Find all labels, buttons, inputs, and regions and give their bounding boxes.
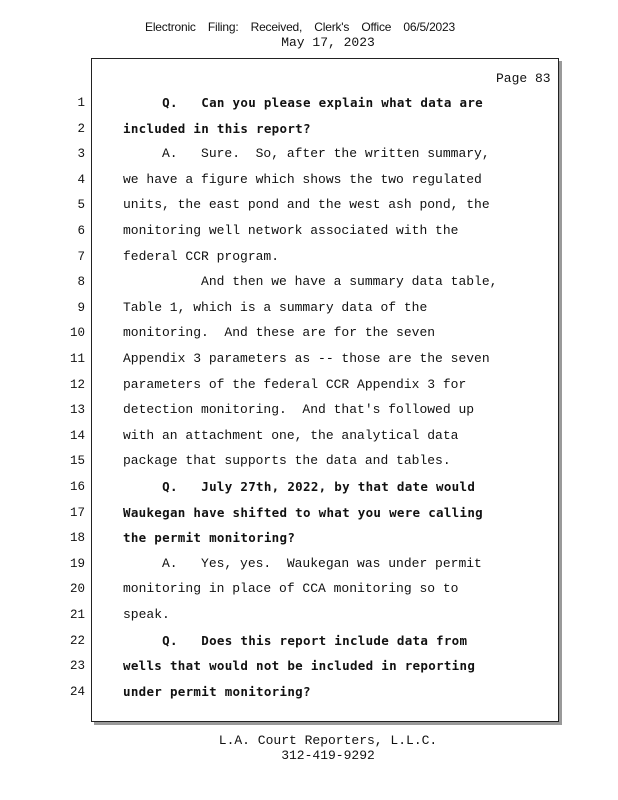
line-number: 6: [77, 224, 85, 238]
filing-stamp: Electronic Filing: Received, Clerk's Office 06/5/2023: [145, 20, 455, 34]
transcript-line: Q. July 27th, 2022, by that date would: [123, 479, 476, 494]
line-number: 13: [69, 403, 85, 418]
line-number: 20: [69, 582, 85, 597]
transcript-line: Q. Does this report include data from: [123, 632, 468, 648]
line-number: 14: [69, 428, 85, 443]
transcript-line: Table 1, which is a summary data of the: [123, 299, 428, 315]
line-number: 2: [77, 121, 85, 136]
line-number: 5: [77, 198, 85, 213]
reporter-phone: 312-419-9292: [281, 748, 375, 763]
transcript-date: May 17, 2023: [281, 35, 375, 50]
transcript-line: monitoring in place of CCA monitoring so to: [123, 581, 459, 597]
line-number: 1: [77, 96, 85, 110]
line-number: 22: [69, 633, 85, 648]
page-number: Page 83: [496, 71, 551, 86]
line-number: 16: [69, 480, 85, 494]
transcript-line: we have a figure which shows the two regulated: [123, 171, 482, 187]
line-number: 12: [69, 377, 85, 392]
transcript-line: package that supports the data and tables.: [123, 453, 451, 469]
transcript-line: monitoring. And these are for the seven: [123, 325, 436, 341]
transcript-line: Waukegan have shifted to what you were calling: [123, 504, 483, 520]
line-number: 10: [69, 326, 85, 341]
transcript-line: speak.: [123, 607, 170, 622]
transcript-line: included in this report?: [123, 120, 311, 136]
transcript-line: And then we have a summary data table,: [123, 274, 498, 290]
footer: [0, 733, 618, 763]
transcript-line: parameters of the federal CCR Appendix 3 for: [123, 376, 467, 392]
transcript-line: the permit monitoring?: [123, 530, 296, 546]
line-number: 24: [69, 684, 85, 699]
transcript-line: Q. Can you please explain what data are: [123, 95, 483, 110]
line-number: 4: [77, 172, 85, 187]
line-number: 8: [77, 275, 85, 290]
reporter-company: L.A. Court Reporters, L.L.C.: [218, 733, 438, 748]
transcript-line: wells that would not be included in reporting: [123, 658, 476, 674]
transcript-line: units, the east pond and the west ash pond, the: [123, 197, 490, 213]
line-number: 11: [69, 352, 85, 366]
transcript-line: detection monitoring. And that's followed up: [123, 402, 475, 418]
line-number: 23: [69, 659, 85, 674]
transcript-line: federal CCR program.: [123, 248, 280, 264]
transcript-line: A. Yes, yes. Waukegan was under permit: [123, 555, 482, 571]
transcript-line: with an attachment one, the analytical data: [123, 427, 459, 443]
transcript-line: under permit monitoring?: [123, 683, 311, 699]
line-number: 18: [69, 531, 85, 546]
line-number: 7: [77, 249, 85, 264]
line-number: 21: [69, 608, 85, 622]
transcript-line: monitoring well network associated with the: [123, 223, 459, 238]
transcript-line: A. Sure. So, after the written summary,: [123, 146, 490, 162]
line-number: 15: [69, 454, 85, 469]
line-number: 17: [69, 505, 85, 520]
line-number: 9: [77, 300, 85, 315]
line-number: 3: [77, 147, 85, 162]
line-number: 19: [69, 556, 85, 571]
transcript-line: Appendix 3 parameters as -- those are the seven: [123, 351, 490, 366]
